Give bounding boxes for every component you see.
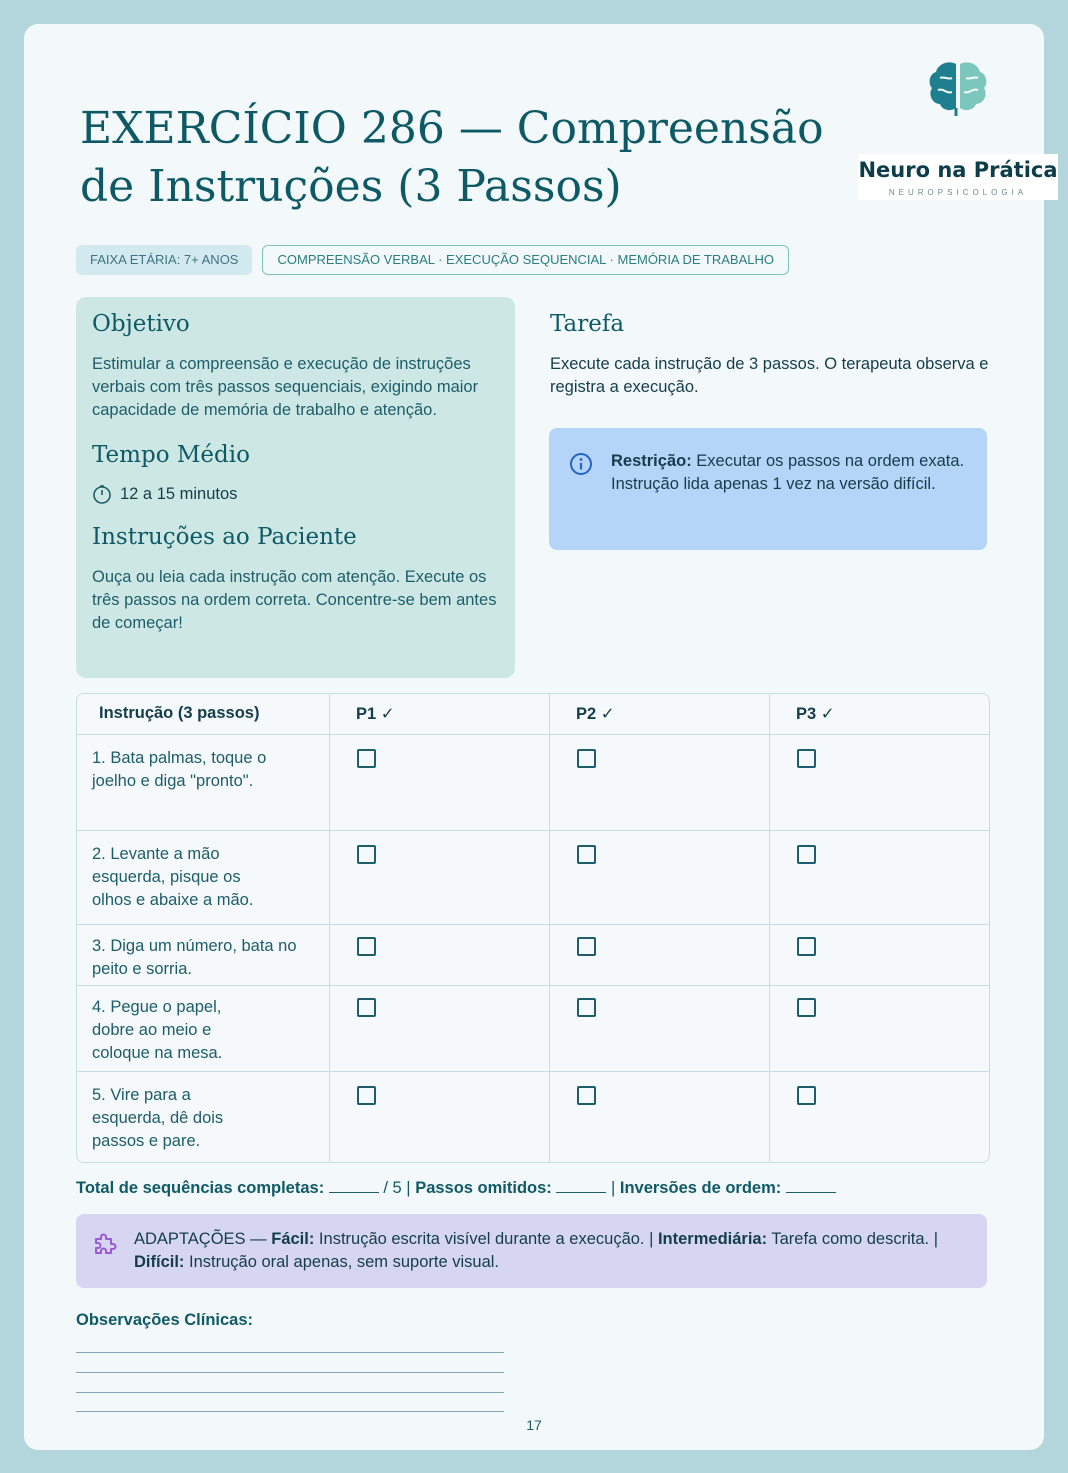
time-row bbox=[92, 484, 499, 504]
patient-instructions-heading: Instruções ao Paciente bbox=[92, 524, 357, 550]
task-section bbox=[550, 311, 990, 399]
table-row bbox=[77, 924, 989, 985]
checkbox-p1[interactable] bbox=[357, 937, 376, 956]
restriction-text: Executar os passos na ordem exata. Instrução lida apenas 1 vez na versão difícil. bbox=[611, 452, 965, 493]
separator: | bbox=[606, 1179, 620, 1197]
time-value: 12 a 15 minutos bbox=[120, 484, 238, 503]
p1-cell bbox=[329, 1072, 549, 1163]
table-row bbox=[77, 734, 989, 830]
checkbox-p3[interactable] bbox=[797, 998, 816, 1017]
checkbox-p2[interactable] bbox=[577, 1086, 596, 1105]
restriction-label: Restrição: bbox=[611, 452, 692, 470]
instruction-text: 5. Vire para a esquerda, dê dois passos e pare. bbox=[92, 1086, 224, 1150]
brand-subtitle: NEUROPSICOLOGIA bbox=[888, 188, 1028, 197]
p2-cell bbox=[549, 831, 769, 924]
skills-tag: COMPREENSÃO VERBAL · EXECUÇÃO SEQUENCIAL · MEMÓRIA DE TRABALHO bbox=[262, 245, 789, 275]
brand-name: Neuro na Prática bbox=[858, 158, 1058, 182]
instruction-cell bbox=[77, 1072, 329, 1163]
checkbox-p3[interactable] bbox=[797, 1086, 816, 1105]
easy-label: Fácil: bbox=[271, 1230, 315, 1248]
worksheet-page bbox=[24, 24, 1058, 1450]
p2-cell bbox=[549, 986, 769, 1071]
checkbox-p3[interactable] bbox=[797, 845, 816, 864]
puzzle-icon bbox=[92, 1230, 118, 1256]
adaptations-box bbox=[76, 1214, 987, 1288]
instruction-cell bbox=[77, 735, 329, 830]
column-header-p1: P1 ✓ bbox=[329, 694, 549, 734]
age-tag: FAIXA ETÁRIA: 7+ ANOS bbox=[76, 245, 252, 275]
separator: | bbox=[401, 1179, 416, 1197]
observation-line[interactable] bbox=[76, 1352, 504, 1353]
intermediate-text: Tarefa como descrita. | bbox=[767, 1230, 938, 1248]
complete-sequences-suffix: / 5 bbox=[378, 1179, 402, 1197]
time-heading: Tempo Médio bbox=[92, 442, 250, 468]
p1-cell bbox=[329, 986, 549, 1071]
checkbox-p3[interactable] bbox=[797, 749, 816, 768]
table-row bbox=[77, 985, 989, 1071]
page-title: EXERCÍCIO 286 — Compreensão de Instruções (3 Passos) bbox=[80, 103, 824, 212]
objective-heading: Objetivo bbox=[92, 311, 190, 337]
instruction-table bbox=[76, 693, 990, 1163]
table-header-row bbox=[77, 694, 989, 734]
p2-cell bbox=[549, 1072, 769, 1163]
instruction-text: 2. Levante a mão esquerda, pisque os olhos e abaixe a mão. bbox=[92, 845, 254, 909]
page-number: 17 bbox=[526, 1417, 542, 1433]
brand-plate bbox=[858, 154, 1058, 200]
task-heading: Tarefa bbox=[550, 311, 625, 337]
checkbox-p2[interactable] bbox=[577, 749, 596, 768]
complete-sequences-label: Total de sequências completas: bbox=[76, 1179, 325, 1197]
objective-text: Estimular a compreensão e execução de instruções verbais com três passos sequenciais, exigindo maior capacidade de memória de trabalho e atenção. bbox=[92, 355, 479, 419]
order-inversions-field[interactable] bbox=[786, 1179, 836, 1193]
tag-row bbox=[76, 245, 789, 275]
column-header-instruction: Instrução (3 passos) bbox=[99, 704, 260, 722]
p1-cell bbox=[329, 831, 549, 924]
easy-text: Instrução escrita visível durante a execução. | bbox=[314, 1230, 658, 1248]
omitted-steps-label: Passos omitidos: bbox=[415, 1179, 552, 1197]
complete-sequences-field[interactable] bbox=[329, 1179, 379, 1193]
brain-icon bbox=[926, 58, 990, 118]
hard-label: Difícil: bbox=[134, 1253, 185, 1271]
checkbox-p2[interactable] bbox=[577, 937, 596, 956]
checkbox-p2[interactable] bbox=[577, 998, 596, 1017]
p3-cell bbox=[769, 1072, 990, 1163]
observation-line[interactable] bbox=[76, 1372, 504, 1373]
timer-icon bbox=[92, 484, 112, 504]
hard-text: Instrução oral apenas, sem suporte visual. bbox=[184, 1253, 500, 1271]
table-row bbox=[77, 830, 989, 924]
adaptations-prefix: ADAPTAÇÕES — bbox=[134, 1230, 272, 1248]
instruction-cell bbox=[77, 831, 329, 924]
column-header-p2: P2 ✓ bbox=[549, 694, 769, 734]
totals-row bbox=[76, 1179, 836, 1198]
checkbox-p1[interactable] bbox=[357, 1086, 376, 1105]
p2-cell bbox=[549, 735, 769, 830]
restriction-alert bbox=[549, 428, 987, 550]
patient-instructions-text: Ouça ou leia cada instrução com atenção. Execute os três passos na ordem correta. Concentre-se bem antes de começar! bbox=[92, 568, 497, 632]
checkbox-p1[interactable] bbox=[357, 998, 376, 1017]
instruction-cell bbox=[77, 925, 329, 985]
task-text: Execute cada instrução de 3 passos. O terapeuta observa e registra a execução. bbox=[550, 355, 989, 396]
instruction-text: 4. Pegue o papel, dobre ao meio e coloque na mesa. bbox=[92, 998, 223, 1062]
checkbox-p2[interactable] bbox=[577, 845, 596, 864]
order-inversions-label: Inversões de ordem: bbox=[619, 1179, 782, 1197]
checkbox-p1[interactable] bbox=[357, 749, 376, 768]
p2-cell bbox=[549, 925, 769, 985]
p3-cell bbox=[769, 735, 990, 830]
checkbox-p3[interactable] bbox=[797, 937, 816, 956]
info-icon bbox=[569, 452, 593, 476]
brand-logo bbox=[858, 58, 1058, 202]
observation-line[interactable] bbox=[76, 1392, 504, 1393]
p3-cell bbox=[769, 986, 990, 1071]
instruction-text: 1. Bata palmas, toque o joelho e diga "pronto". bbox=[92, 749, 267, 790]
clinical-observations-label: Observações Clínicas: bbox=[76, 1311, 254, 1329]
table-row bbox=[77, 1071, 989, 1163]
instruction-cell bbox=[77, 986, 329, 1071]
p3-cell bbox=[769, 925, 990, 985]
observation-line[interactable] bbox=[76, 1411, 504, 1412]
p3-cell bbox=[769, 831, 990, 924]
p1-cell bbox=[329, 925, 549, 985]
p1-cell bbox=[329, 735, 549, 830]
column-header-p3: P3 ✓ bbox=[769, 694, 990, 734]
checkbox-p1[interactable] bbox=[357, 845, 376, 864]
intermediate-label: Intermediária: bbox=[657, 1230, 768, 1248]
instruction-text: 3. Diga um número, bata no peito e sorria. bbox=[92, 937, 297, 978]
omitted-steps-field[interactable] bbox=[556, 1179, 606, 1193]
info-panel bbox=[76, 297, 515, 678]
